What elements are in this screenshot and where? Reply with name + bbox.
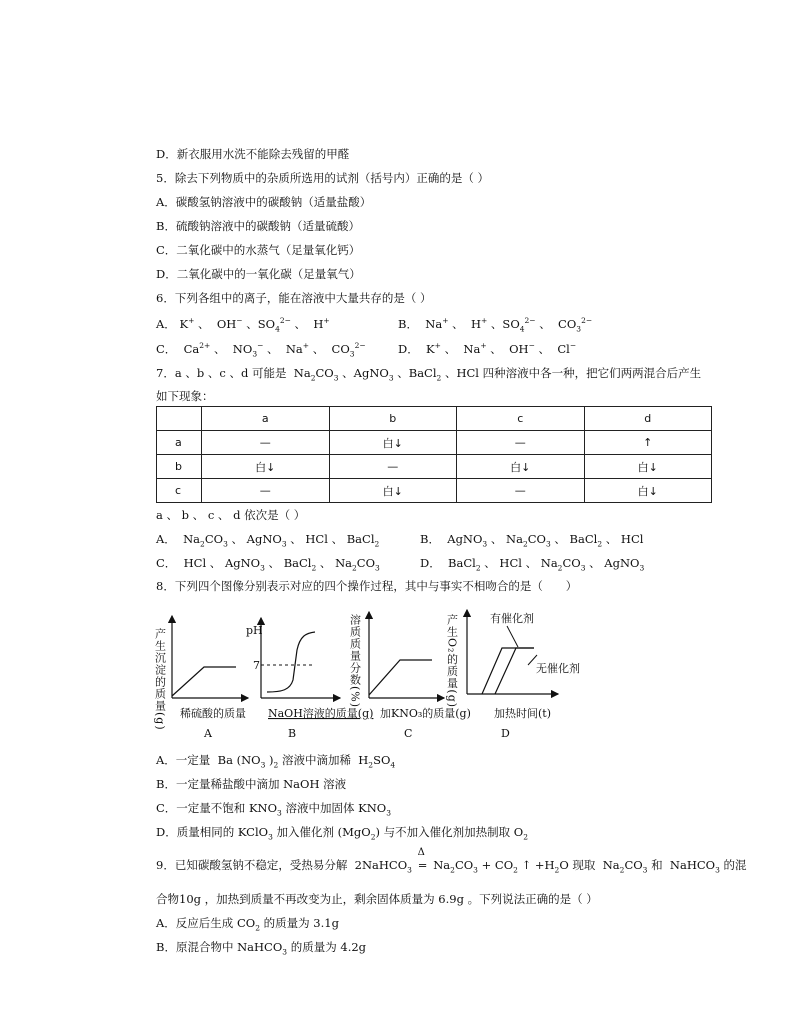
q5-stem: 5．除去下列物质中的杂质所选用的试剂（括号内）正确的是（ ） <box>156 171 489 185</box>
table-cell: b <box>157 455 202 479</box>
graph-d-ylabel: 产生O₂的质量(g) <box>445 614 459 709</box>
table-row <box>157 431 712 455</box>
q7-observation-table <box>156 406 712 503</box>
q4-option-d: D．新衣服用水洗不能除去残留的甲醛 <box>156 147 350 161</box>
graph-c-letter: C <box>404 727 413 740</box>
graph-c-xlabel: 加KNO₃的质量(g) <box>380 707 471 720</box>
graph-a-xlabel: 稀硫酸的质量 <box>180 707 246 720</box>
q6-stem: 6．下列各组中的离子，能在溶液中大量共存的是（ ） <box>156 291 432 305</box>
table-cell: 白↓ <box>329 479 457 503</box>
graph-b-curve <box>267 632 315 692</box>
graph-a-curve <box>172 667 236 696</box>
q5-option-a: A．碳酸氢钠溶液中的碳酸钠（适量盐酸） <box>156 195 372 209</box>
graph-b-letter: B <box>288 727 297 740</box>
table-cell: — <box>329 455 457 479</box>
graph-d-no-catalyst-curve <box>495 648 534 694</box>
q7-after-table: a 、 b 、 c 、 d 依次是（ ） <box>156 508 306 522</box>
q6-option-b: B． Na+ 、 H+ 、$SO_4^{2-}$ 、 $CO_3^{2-}$ <box>398 316 593 334</box>
q9-option-b: B．原混合物中 NaHCO$_3$ 的质量为 4.2g <box>156 940 367 957</box>
q7-stem: 7．a 、b 、c 、d 可能是 $Na_2CO_3$ 、AgNO$_3$ 、BaCl$_2$ 、HCl 四种溶液中各一种，把它们两两混合后产生 <box>156 366 702 383</box>
table-cell: b <box>329 407 457 431</box>
table-cell: — <box>457 479 585 503</box>
table-cell <box>157 407 202 431</box>
graph-a-letter: A <box>204 727 212 740</box>
q8-graphs <box>150 600 580 745</box>
table-row <box>157 455 712 479</box>
graph-b-xlabel: NaOH溶液的质量(g) <box>268 707 374 720</box>
q9-option-a: A．反应后生成 $CO_2$ 的质量为 3.1g <box>156 916 339 933</box>
q7-stem-line2: 如下现象： <box>156 389 214 403</box>
graph-c-ylabel: 溶质质量分数(%) <box>348 614 362 709</box>
graph-d-label-catalyst: 有催化剂 <box>490 612 534 625</box>
graph-d-catalyst-curve <box>482 648 534 694</box>
q5-option-c: C．二氧化碳中的水蒸气（足量氧化钙） <box>156 243 361 257</box>
graph-c-curve <box>369 660 432 695</box>
table-cell: a <box>157 431 202 455</box>
table-cell: — <box>202 479 330 503</box>
table-cell: 白↓ <box>457 455 585 479</box>
table-cell: ↑ <box>584 431 712 455</box>
q6-option-d: D． K+ 、 Na+ 、 OH− 、 Cl− <box>398 341 577 356</box>
q9-stem-line2: 合物10g ，加热到质量不再改变为止，剩余固体质量为 6.9g 。下列说法正确的是（ ） <box>156 892 598 906</box>
table-cell: c <box>157 479 202 503</box>
table-cell: — <box>202 431 330 455</box>
table-cell: a <box>202 407 330 431</box>
graph-a-ylabel: 产生沉淀的质量(g) <box>153 628 167 731</box>
table-header-row <box>157 407 712 431</box>
q7-option-d: D． BaCl$_2$ 、 HCl 、 $Na_2CO_3$ 、 AgNO$_3$ <box>420 556 645 573</box>
table-cell: 白↓ <box>584 455 712 479</box>
graph-d-label-no-catalyst: 无催化剂 <box>536 662 580 675</box>
q6-option-c: C． $Ca^{2+}$ 、 $NO_3^-$ 、 Na+ 、 $CO_3^{2-}$ <box>156 341 366 359</box>
table-cell: 白↓ <box>329 431 457 455</box>
graph-b-tick-7: 7 <box>253 659 260 672</box>
heat-symbol: Δ <box>417 847 425 858</box>
table-cell: d <box>584 407 712 431</box>
table-cell: 白↓ <box>202 455 330 479</box>
q8-option-b: B．一定量稀盐酸中滴加 NaOH 溶液 <box>156 777 347 791</box>
q8-option-c: C．一定量不饱和 $KNO_3$ 溶液中加固体 $KNO_3$ <box>156 801 392 818</box>
q7-option-a: A． $Na_2CO_3$ 、 AgNO$_3$ 、 HCl 、 BaCl$_2$ <box>156 532 380 549</box>
graph-a <box>154 616 249 740</box>
q8-option-d: D．质量相同的 KClO$_3$ 加入催化剂 (MgO$_2$) 与不加入催化剂加热制取 $O_2$ <box>156 825 529 842</box>
table-cell: c <box>457 407 585 431</box>
q9-stem: 9．已知碳酸氢钠不稳定，受热易分解 2NaHCO$_3$ Δ = $Na_2CO_3 + CO_2$ ↑ $+H_2O$ 现取 $Na_2CO_3$ 和 NaHCO$_3$ 的混 <box>156 847 747 875</box>
graph-d <box>446 610 581 740</box>
q8-option-a: A．一定量 Ba ($NO_3$ )$_2$ 溶液中滴加稀 $H_2SO_4$ <box>156 753 396 770</box>
table-row <box>157 479 712 503</box>
graph-b-ylabel: pH <box>246 624 263 637</box>
graph-d-xlabel: 加热时间(t) <box>494 707 552 720</box>
table-cell: — <box>457 431 585 455</box>
q7-option-b: B． AgNO$_3$ 、 $Na_2CO_3$ 、 BaCl$_2$ 、 HCl <box>420 532 644 549</box>
graph-d-letter: D <box>501 727 510 740</box>
q8-stem: 8．下列四个图像分别表示对应的四个操作过程，其中与事实不相吻合的是（ ） <box>156 579 578 593</box>
q5-option-b: B．硫酸钠溶液中的碳酸钠（适量硫酸） <box>156 219 360 233</box>
table-cell: 白↓ <box>584 479 712 503</box>
q7-option-c: C． HCl 、 AgNO$_3$ 、 BaCl$_2$ 、 $Na_2CO_3$ <box>156 556 380 573</box>
q6-option-a: A． K+ 、 OH− 、$SO_4^{2-}$ 、 H+ <box>156 316 330 334</box>
q5-option-d: D．二氧化碳中的一氧化碳（足量氧气） <box>156 267 361 281</box>
